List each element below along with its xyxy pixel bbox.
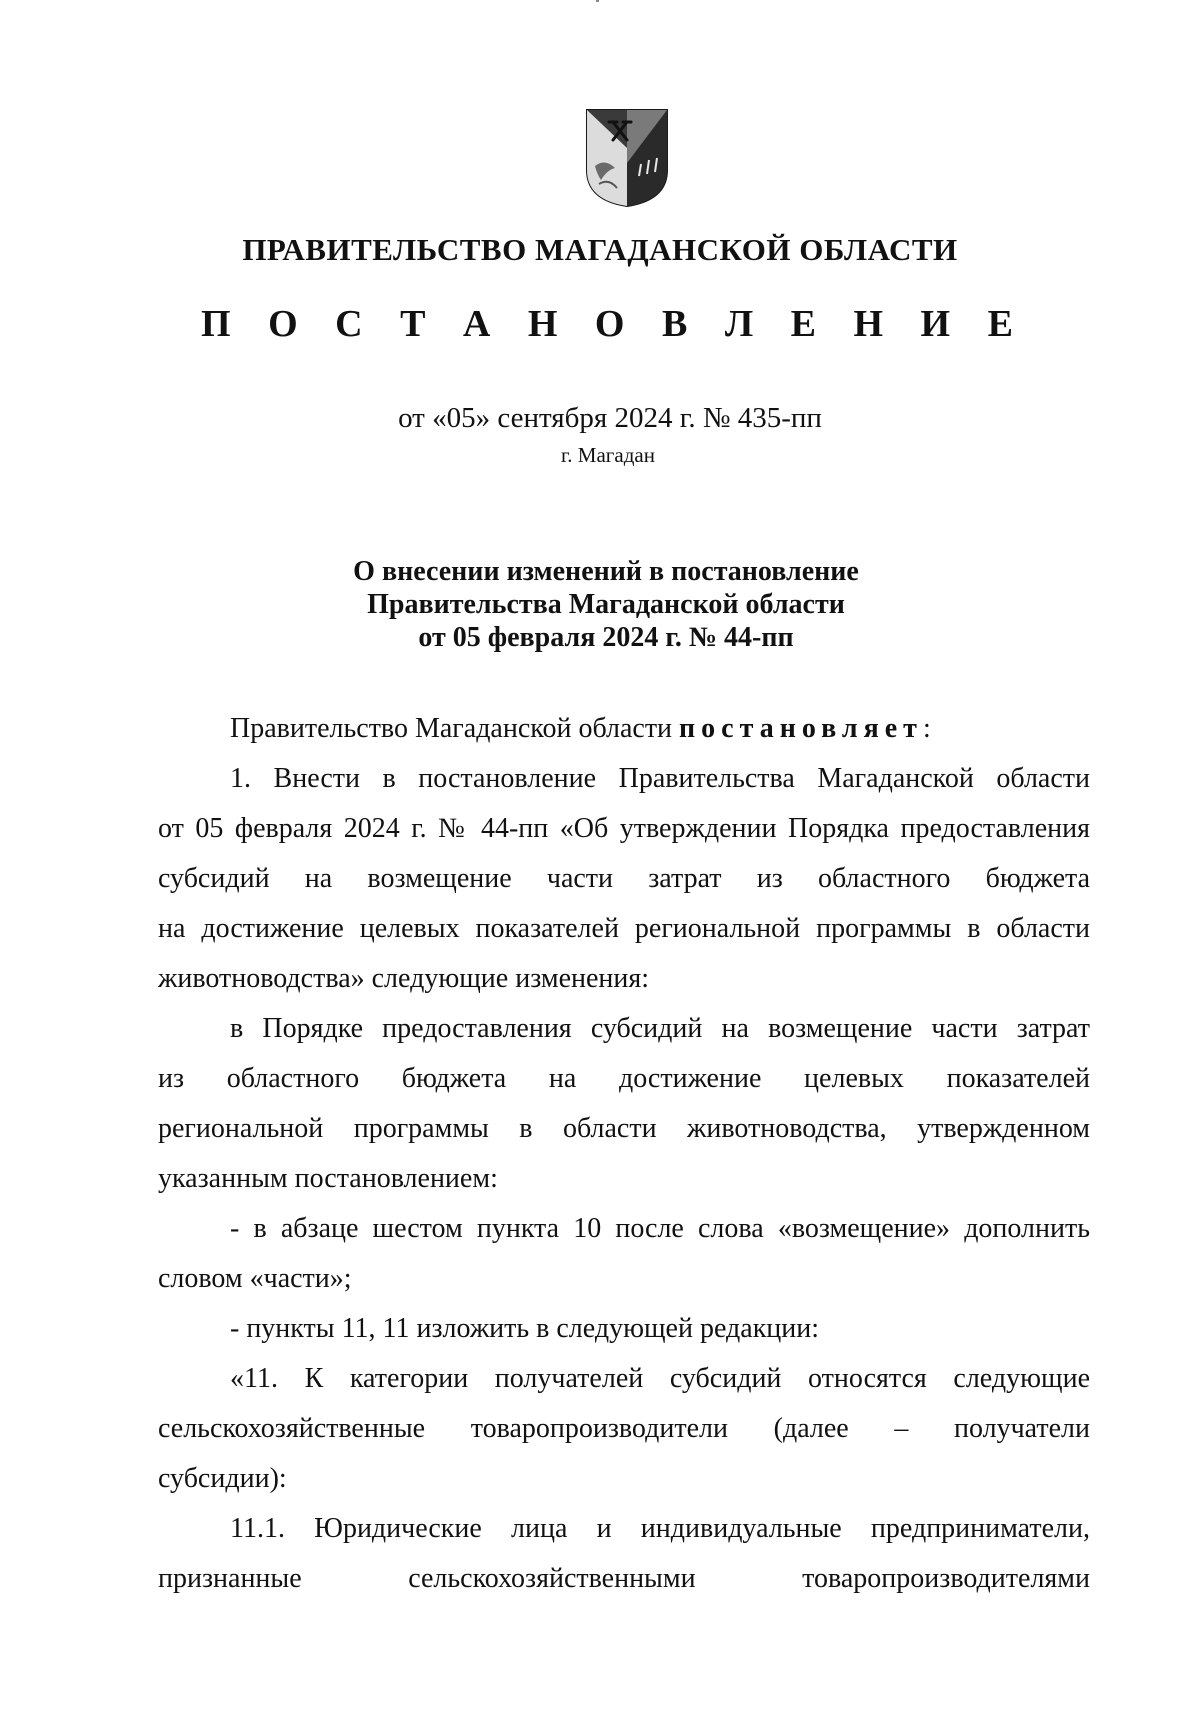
- scan-mark: [596, 0, 599, 2]
- document-body: [158, 704, 1090, 1604]
- body-line: животноводства» следующие изменения:: [158, 963, 650, 994]
- document-subject: [0, 555, 1200, 654]
- body-line: региональной программы в области животноводства, утвержденном: [158, 1113, 1090, 1144]
- preamble-keyword: постановляет: [679, 713, 923, 744]
- body-line: - в абзаце шестом пункта 10 после слова «возмещение» дополнить: [230, 1213, 1090, 1244]
- body-line: признанные сельскохозяйственными товаропроизводителями: [158, 1563, 1090, 1594]
- body-line: субсидии):: [158, 1463, 287, 1494]
- body-line: «11. К категории получателей субсидий относятся следующие: [230, 1363, 1090, 1394]
- coat-of-arms-icon: [583, 108, 671, 208]
- subject-line: Правительства Магаданской области: [367, 589, 845, 620]
- document-type: П О С Т А Н О В Л Е Н И Е: [201, 303, 1027, 345]
- document-date-number: от «05» сентября 2024 г. № 435-пп: [398, 402, 822, 434]
- body-line: - пункты 11, 11 изложить в следующей редакции:: [230, 1313, 820, 1344]
- body-line: от 05 февраля 2024 г. № 44-пп «Об утверждении Порядка предоставления: [158, 813, 1090, 844]
- body-line: сельскохозяйственные товаропроизводители (далее – получатели: [158, 1413, 1090, 1444]
- body-line: в Порядке предоставления субсидий на возмещение части затрат: [230, 1013, 1090, 1044]
- body-line: на достижение целевых показателей региональной программы в области: [158, 913, 1090, 944]
- preamble-colon: :: [922, 713, 931, 744]
- subject-line: от 05 февраля 2024 г. № 44-пп: [418, 622, 794, 653]
- subject-line: О внесении изменений в постановление: [353, 556, 859, 587]
- body-line: 1. Внести в постановление Правительства Магаданской области: [230, 763, 1090, 794]
- body-line: из областного бюджета на достижение целевых показателей: [158, 1063, 1090, 1094]
- preamble-text: Правительство Магаданской области: [230, 713, 680, 744]
- body-line: указанным постановлением:: [158, 1163, 498, 1194]
- issuing-authority: ПРАВИТЕЛЬСТВО МАГАДАНСКОЙ ОБЛАСТИ: [242, 232, 958, 267]
- preamble: [158, 704, 1090, 754]
- body-line: словом «части»;: [158, 1263, 352, 1294]
- body-line: субсидий на возмещение части затрат из областного бюджета: [158, 863, 1090, 894]
- document-city: г. Магадан: [561, 443, 655, 467]
- body-line: 11.1. Юридические лица и индивидуальные предприниматели,: [230, 1513, 1090, 1544]
